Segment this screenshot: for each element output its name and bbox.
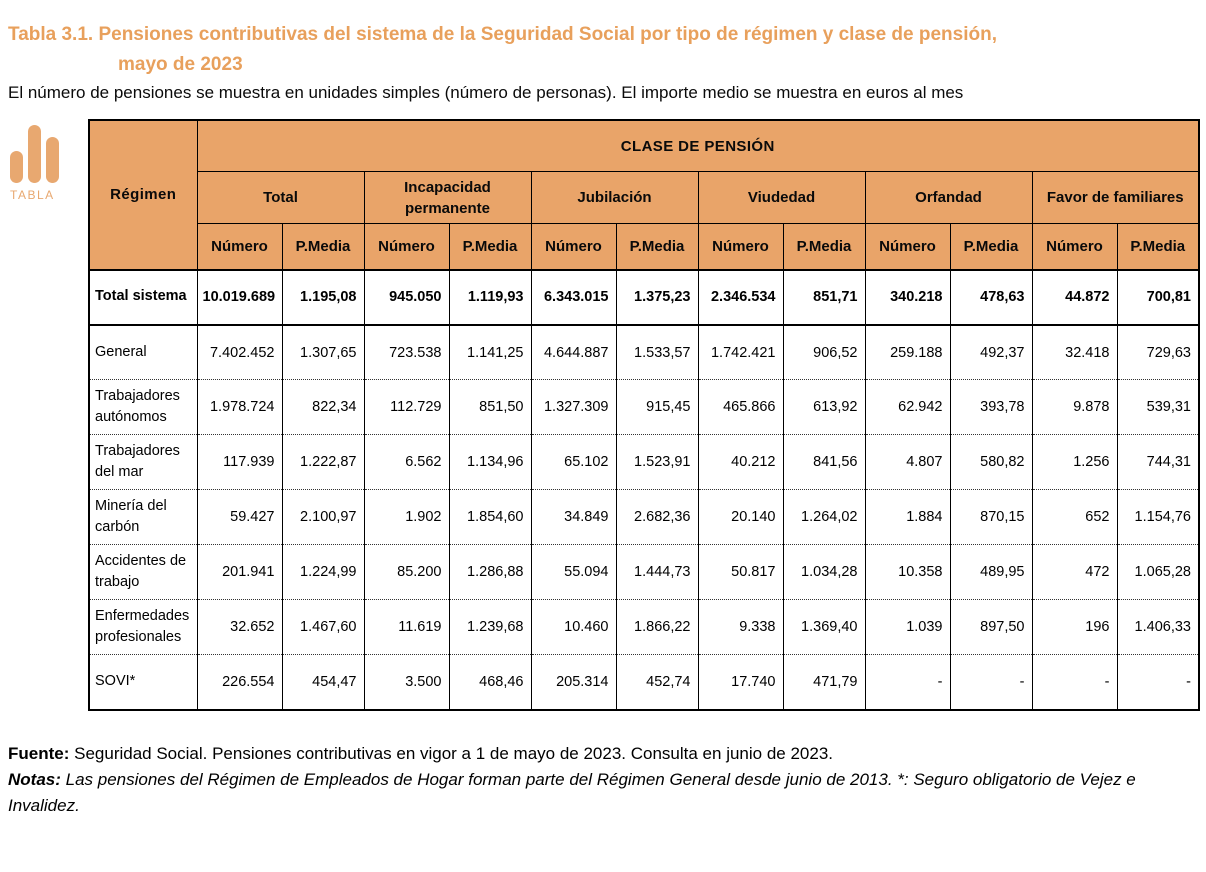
sub-header: P.Media [950, 224, 1032, 270]
data-cell: 20.140 [698, 490, 783, 545]
data-cell: 613,92 [783, 380, 865, 435]
data-cell: 1.239,68 [449, 600, 531, 655]
group-header: Orfandad [865, 172, 1032, 224]
page-title-line2: mayo de 2023 [118, 54, 243, 76]
data-cell: 822,34 [282, 380, 364, 435]
data-cell: 7.402.452 [197, 325, 282, 380]
table-header [89, 120, 1199, 270]
data-cell: 744,31 [1117, 435, 1199, 490]
data-cell: 55.094 [531, 545, 616, 600]
data-cell: 1.742.421 [698, 325, 783, 380]
data-cell: 1.286,88 [449, 545, 531, 600]
sub-header: Número [531, 224, 616, 270]
data-cell: 117.939 [197, 435, 282, 490]
data-cell: 1.154,76 [1117, 490, 1199, 545]
data-cell: 201.941 [197, 545, 282, 600]
data-cell: 1.523,91 [616, 435, 698, 490]
data-cell: 9.878 [1032, 380, 1117, 435]
data-cell: 6.562 [364, 435, 449, 490]
data-cell: 2.346.534 [698, 270, 783, 325]
data-cell: 1.195,08 [282, 270, 364, 325]
data-cell: 841,56 [783, 435, 865, 490]
sub-header: Número [865, 224, 950, 270]
table-row [89, 435, 1199, 490]
data-cell: 870,15 [950, 490, 1032, 545]
data-cell: 4.644.887 [531, 325, 616, 380]
data-cell: 9.338 [698, 600, 783, 655]
source-label: Fuente: [8, 743, 70, 763]
table-row [89, 325, 1199, 380]
row-label: Enfermedades profesionales [89, 600, 197, 655]
data-cell: 1.134,96 [449, 435, 531, 490]
data-cell: 226.554 [197, 655, 282, 710]
row-label: General [89, 325, 197, 380]
data-cell: - [865, 655, 950, 710]
bar-icon-tall [28, 125, 41, 183]
row-label: Trabajadores autónomos [89, 380, 197, 435]
data-cell: 472 [1032, 545, 1117, 600]
footer-notes [8, 741, 1198, 820]
sub-header: Número [197, 224, 282, 270]
notes-note [8, 767, 1198, 820]
data-cell: 4.807 [865, 435, 950, 490]
sub-header: P.Media [1117, 224, 1199, 270]
page [0, 20, 1206, 872]
data-cell: 62.942 [865, 380, 950, 435]
data-cell: 2.100,97 [282, 490, 364, 545]
data-cell: 539,31 [1117, 380, 1199, 435]
sub-header: Número [698, 224, 783, 270]
data-cell: 1.224,99 [282, 545, 364, 600]
data-cell: 32.418 [1032, 325, 1117, 380]
data-cell: 44.872 [1032, 270, 1117, 325]
sub-header: Número [1032, 224, 1117, 270]
sub-header-row [89, 224, 1199, 270]
data-cell: 851,71 [783, 270, 865, 325]
data-cell: 1.406,33 [1117, 600, 1199, 655]
page-title [8, 20, 1206, 81]
data-cell: 945.050 [364, 270, 449, 325]
data-cell: 489,95 [950, 545, 1032, 600]
data-cell: 1.222,87 [282, 435, 364, 490]
data-cell: 700,81 [1117, 270, 1199, 325]
data-cell: 1.034,28 [783, 545, 865, 600]
data-cell: 1.256 [1032, 435, 1117, 490]
data-cell: 471,79 [783, 655, 865, 710]
table-logo-label: TABLA [10, 187, 55, 202]
notes-text: Las pensiones del Régimen de Empleados de Hogar forman parte del Régimen General desde junio de 2013. *: Seguro obligatorio de Vejez e Invalidez. [8, 770, 1136, 816]
data-cell: - [1032, 655, 1117, 710]
data-cell: 10.358 [865, 545, 950, 600]
data-cell: 1.065,28 [1117, 545, 1199, 600]
data-cell: 1.978.724 [197, 380, 282, 435]
sub-header: P.Media [616, 224, 698, 270]
group-header-row [89, 172, 1199, 224]
data-cell: 1.375,23 [616, 270, 698, 325]
data-cell: 259.188 [865, 325, 950, 380]
source-text: Seguridad Social. Pensiones contributivas en vigor a 1 de mayo de 2023. Consulta en junio de 2023. [69, 743, 834, 763]
table-row [89, 490, 1199, 545]
data-cell: 34.849 [531, 490, 616, 545]
data-cell: 468,46 [449, 655, 531, 710]
pensions-table [88, 119, 1200, 711]
data-cell: 1.327.309 [531, 380, 616, 435]
data-cell: 59.427 [197, 490, 282, 545]
table-row [89, 380, 1199, 435]
data-cell: 915,45 [616, 380, 698, 435]
sub-header: P.Media [449, 224, 531, 270]
data-cell: 1.533,57 [616, 325, 698, 380]
data-cell: 897,50 [950, 600, 1032, 655]
data-cell: 50.817 [698, 545, 783, 600]
data-cell: - [1117, 655, 1199, 710]
group-header: Incapacidad permanente [364, 172, 531, 224]
table-row [89, 655, 1199, 710]
bar-icon-medium [46, 137, 59, 183]
data-cell: 465.866 [698, 380, 783, 435]
data-cell: 1.039 [865, 600, 950, 655]
data-cell: 40.212 [698, 435, 783, 490]
bar-icon-short [10, 151, 23, 183]
data-cell: 3.500 [364, 655, 449, 710]
data-cell: 196 [1032, 600, 1117, 655]
data-cell: 1.141,25 [449, 325, 531, 380]
data-cell: 32.652 [197, 600, 282, 655]
notes-label: Notas: [8, 770, 61, 790]
group-header: Favor de familiares [1032, 172, 1199, 224]
sub-header: P.Media [783, 224, 865, 270]
row-label: Accidentes de trabajo [89, 545, 197, 600]
table-body [89, 270, 1199, 710]
data-cell: 723.538 [364, 325, 449, 380]
table-row [89, 600, 1199, 655]
row-label: Minería del carbón [89, 490, 197, 545]
data-cell: 1.307,65 [282, 325, 364, 380]
data-cell: 452,74 [616, 655, 698, 710]
page-subtitle: El número de pensiones se muestra en unidades simples (número de personas). El importe medio se muestra en euros al mes [8, 82, 964, 102]
row-label: Trabajadores del mar [89, 435, 197, 490]
data-cell: 1.119,93 [449, 270, 531, 325]
data-cell: 1.369,40 [783, 600, 865, 655]
table-logo [0, 119, 88, 711]
data-cell: 1.866,22 [616, 600, 698, 655]
data-cell: 580,82 [950, 435, 1032, 490]
data-cell: 1.902 [364, 490, 449, 545]
data-cell: 1.884 [865, 490, 950, 545]
source-note [8, 741, 1198, 767]
top-header-row [89, 120, 1199, 172]
data-cell: 729,63 [1117, 325, 1199, 380]
group-header: Viudedad [698, 172, 865, 224]
data-cell: 10.460 [531, 600, 616, 655]
data-cell: 65.102 [531, 435, 616, 490]
data-cell: 17.740 [698, 655, 783, 710]
bar-chart-icon [10, 125, 62, 183]
sub-header: Número [364, 224, 449, 270]
data-cell: 2.682,36 [616, 490, 698, 545]
data-cell: 340.218 [865, 270, 950, 325]
data-cell: 6.343.015 [531, 270, 616, 325]
data-cell: 393,78 [950, 380, 1032, 435]
data-cell: 906,52 [783, 325, 865, 380]
data-cell: 652 [1032, 490, 1117, 545]
group-header: Total [197, 172, 364, 224]
page-title-line1: Tabla 3.1. Pensiones contributivas del sistema de la Seguridad Social por tipo de régimen y clase de pensión, [8, 24, 998, 45]
sub-header: P.Media [282, 224, 364, 270]
data-cell: 851,50 [449, 380, 531, 435]
data-cell: 10.019.689 [197, 270, 282, 325]
row-label: Total sistema [89, 270, 197, 325]
row-label: SOVI* [89, 655, 197, 710]
data-cell: 1.264,02 [783, 490, 865, 545]
data-cell: 1.467,60 [282, 600, 364, 655]
main-content [0, 119, 1206, 711]
table-row [89, 270, 1199, 325]
data-cell: 454,47 [282, 655, 364, 710]
data-cell: 85.200 [364, 545, 449, 600]
table-row [89, 545, 1199, 600]
column-header-regimen: Régimen [89, 120, 197, 270]
data-cell: - [950, 655, 1032, 710]
data-cell: 478,63 [950, 270, 1032, 325]
data-cell: 492,37 [950, 325, 1032, 380]
data-cell: 205.314 [531, 655, 616, 710]
data-cell: 112.729 [364, 380, 449, 435]
data-cell: 1.444,73 [616, 545, 698, 600]
column-header-clase-de-pension: CLASE DE PENSIÓN [197, 120, 1199, 172]
group-header: Jubilación [531, 172, 698, 224]
data-cell: 1.854,60 [449, 490, 531, 545]
data-cell: 11.619 [364, 600, 449, 655]
